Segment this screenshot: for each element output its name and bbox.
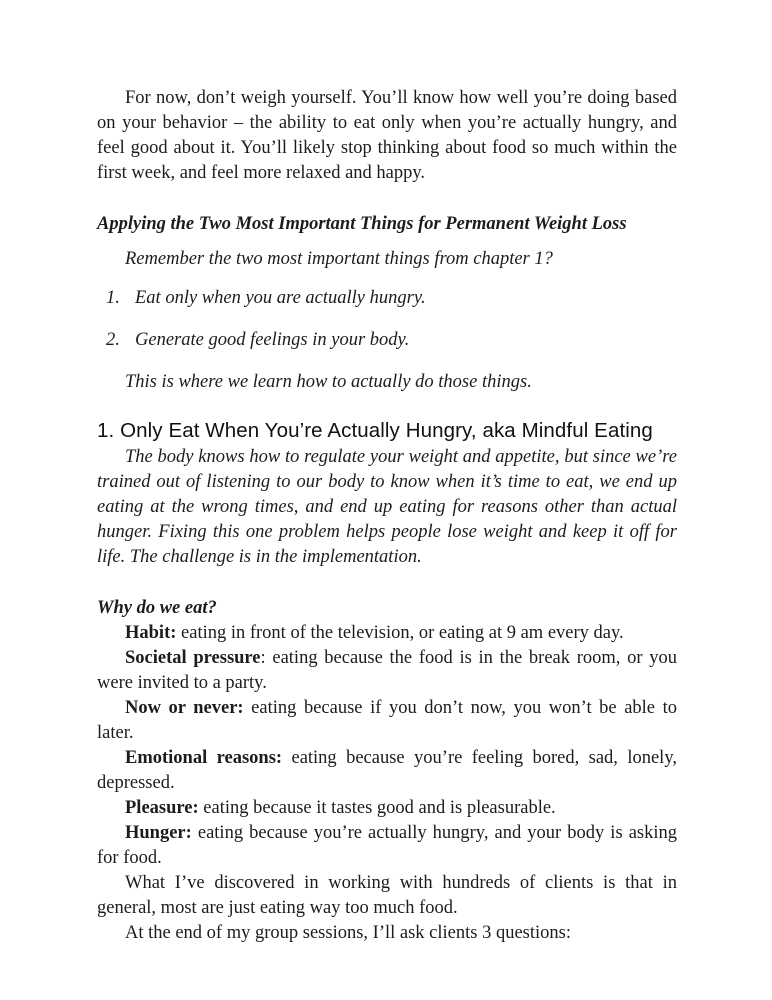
reason-habit [97,621,677,646]
section-paragraph: The body knows how to regulate your weight and appetite, but since we’re trained out of listening to our body to know when it’s time to eat, we end up eating at the wrong times, and end up eating for reasons other than actual hunger. Fixing this one problem helps people lose weight and keep it off for life. The challenge is in the implementation. [97,447,677,567]
reason-text: eating because if you don’t now, you won’t be able to later. [97,698,677,743]
list-text: Eat only when you are actually hungry. [135,288,426,308]
intro-paragraph: For now, don’t weigh yourself. You’ll know how well you’re doing based on your behavior – the ability to eat only when you’re actually hungry, and feel good about it. You’ll likely stop thinking about food so much within the first week, and feel more relaxed and happy. [97,88,677,183]
reason-term: Habit: [125,623,177,643]
remember-line: Remember the two most important things from chapter 1? [125,249,553,269]
reason-text: eating because it tastes good and is pleasurable. [198,798,556,818]
discovered-paragraph: What I’ve discovered in working with hundreds of clients is that in general, most are just eating way too much food. [97,873,677,918]
reason-term: Pleasure: [125,798,199,818]
reason-text: eating because you’re actually hungry, and your body is asking for food. [97,823,677,868]
section-title: 1. Only Eat When You’re Actually Hungry, aka Mindful Eating [97,419,653,442]
reason-text: eating in front of the television, or eating at 9 am every day. [176,623,624,643]
important-things-list [97,286,677,353]
reason-emotional [97,746,677,796]
list-item [97,328,677,353]
reason-term: Now or never: [125,698,244,718]
reason-now-or-never [97,696,677,746]
list-number: 2. [106,330,120,350]
closing-line: At the end of my group sessions, I’ll ask clients 3 questions: [125,923,572,943]
document-page [97,86,677,946]
why-heading: Why do we eat? [97,598,217,618]
list-number: 1. [106,288,120,308]
reason-pleasure [97,796,677,821]
reason-text: : eating because the food is in the break room, or you were invited to a party. [97,648,677,693]
reason-societal [97,646,677,696]
reason-term: Societal pressure [125,648,261,668]
list-item [97,286,677,311]
reason-text: eating because you’re feeling bored, sad, lonely, depressed. [97,748,677,793]
learn-line: This is where we learn how to actually do those things. [125,372,532,392]
applying-heading: Applying the Two Most Important Things for Permanent Weight Loss [97,214,627,234]
list-text: Generate good feelings in your body. [135,330,410,350]
reason-term: Hunger: [125,823,192,843]
reason-term: Emotional reasons: [125,748,283,768]
reason-hunger [97,821,677,871]
